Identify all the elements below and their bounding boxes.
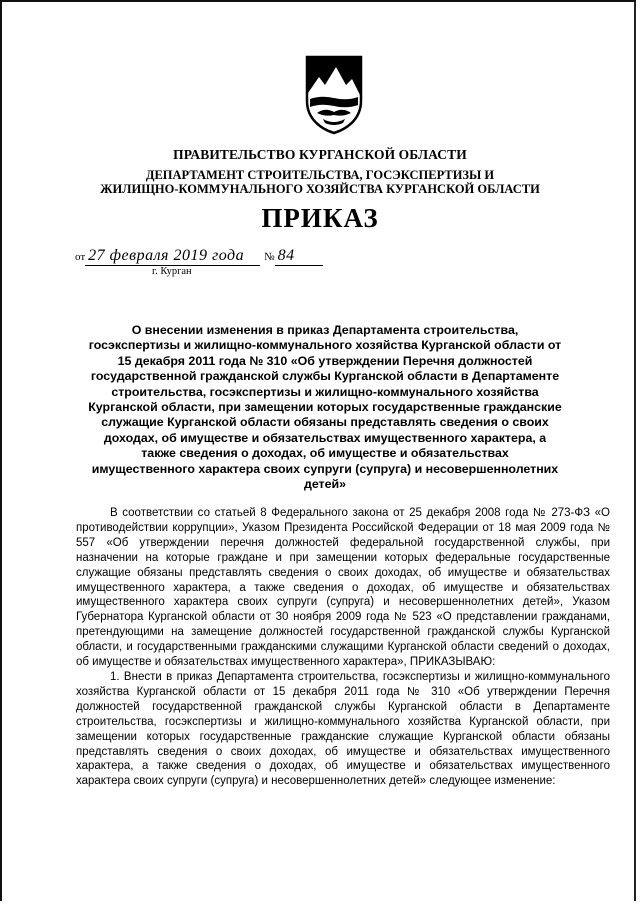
city-label: г. Курган	[152, 266, 192, 277]
coat-of-arms-icon	[303, 55, 365, 135]
handwritten-date: 27 февраля 2019 года	[88, 247, 245, 264]
body-paragraph-2: 1. Внести в приказ Департамента строительства, госэкспертизы и жилищно-коммунального хозяйства Курганской области от 15 декабря 2011 года № 310 «Об утверждении Перечня должностей государственной гражданской службы Курганской области в Департаменте строительства, госэкспертизы и жилищно-коммунального хозяйства Курганской области, при замещении которых государственные гражданские служащие Курганской области обязаны представлять сведения о своих доходах, об имуществе и обязательствах имущественного характера, а также сведения о доходах, об имуществе и обязательствах имущественного характера своих супруги (супруга) и несовершеннолетних детей» следующее изменение:	[76, 670, 610, 788]
number-field	[275, 247, 323, 266]
order-heading: О внесении изменения в приказ Департамента строительства, госэкспертизы и жилищно-коммунального хозяйства Курганской области от 15 декабря 2011 года № 310 «Об утверждении Перечня должностей государственной гражданской службы Курганской области в Департаменте строительства, госэкспертизы и жилищно-коммунального хозяйства Курганской области, при замещении которых государственные гражданские служащие Курганской области обязаны представлять сведения о своих доходах, об имуществе и обязательствах имущественного характера, а также сведения о доходах, об имуществе и обязательствах имущественного характера своих супруги (супруга) и несовершеннолетних детей»	[88, 323, 562, 492]
department-name-line2: ЖИЛИЩНО-КОММУНАЛЬНОГО ХОЗЯЙСТВА КУРГАНСКОЙ ОБЛАСТИ	[100, 182, 540, 196]
date-prefix: от	[75, 251, 86, 263]
order-body	[76, 506, 610, 789]
body-paragraph-1: В соответствии со статьей 8 Федерального закона от 25 декабря 2008 года № 273-ФЗ «О противодействии коррупции», Указом Президента Российской Федерации от 18 мая 2009 года № 557 «Об утверждении перечня должностей федеральной государственной службы, при назначении на которые граждане и при замещении которых федеральные государственные служащие обязаны представлять сведения о своих доходах, об имуществе и обязательствах имущественного характера, а также сведения о доходах, об имуществе и обязательствах имущественного характера своих супруги (супруга) и несовершеннолетних детей», Указом Губернатора Курганской области от 30 ноября 2009 года № 523 «О представлении гражданами, претендующими на замещение должностей государственной гражданской службы Курганской области, и государственными гражданскими служащими Курганской области сведений о доходах, об имуществе и обязательствах имущественного характера», ПРИКАЗЫВАЮ:	[76, 507, 610, 669]
date-field	[85, 247, 260, 266]
order-date-row	[75, 247, 323, 266]
number-label: №	[264, 251, 275, 263]
department-name-line1: ДЕПАРТАМЕНТ СТРОИТЕЛЬСТВА, ГОСЭКСПЕРТИЗЫ И	[145, 168, 495, 182]
handwritten-number: 84	[277, 247, 295, 264]
government-name: ПРАВИТЕЛЬСТВО КУРГАНСКОЙ ОБЛАСТИ	[173, 147, 467, 162]
document-type-title: ПРИКАЗ	[261, 203, 379, 233]
